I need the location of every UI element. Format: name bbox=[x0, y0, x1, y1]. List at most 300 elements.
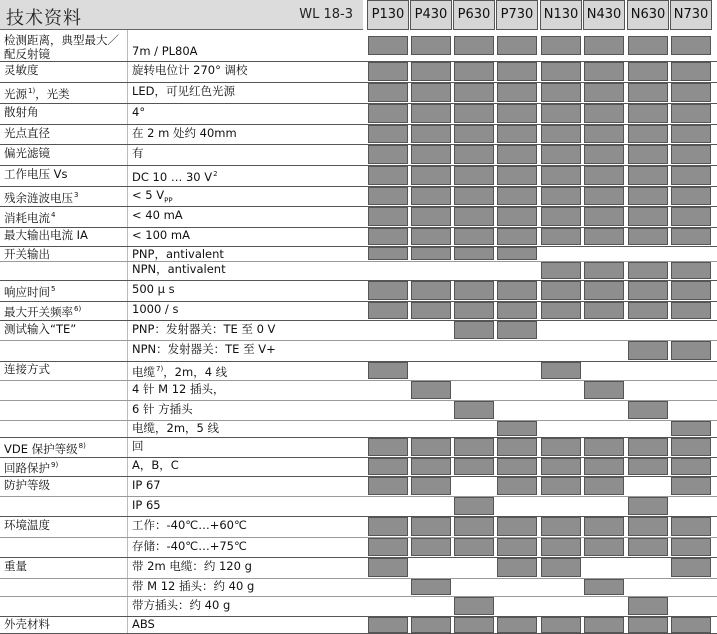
applicable-cell-p730 bbox=[497, 228, 537, 245]
spec-label-text: 最大开关频率 bbox=[4, 304, 73, 319]
footnote-mark: 3 bbox=[74, 190, 79, 199]
applicable-cell-n630 bbox=[628, 401, 668, 419]
row-divider bbox=[0, 246, 717, 247]
applicable-cell-p730 bbox=[497, 125, 537, 143]
spec-value bbox=[132, 283, 175, 296]
spec-value bbox=[132, 303, 178, 316]
spec-value bbox=[132, 580, 254, 593]
applicable-cell-n630 bbox=[628, 617, 668, 633]
spec-label bbox=[4, 459, 58, 475]
applicable-cell-n430 bbox=[584, 36, 624, 55]
applicable-cell-n430 bbox=[584, 477, 624, 495]
applicable-cell-n630 bbox=[628, 517, 668, 536]
spec-label bbox=[4, 33, 126, 61]
applicable-cell-n130 bbox=[541, 187, 581, 205]
applicable-cell-p630 bbox=[454, 497, 494, 515]
spec-value-suffix: ，2m，4 线 bbox=[163, 364, 228, 379]
spec-value-text: 6 针 方插头 bbox=[132, 401, 193, 416]
spec-label-text: 外壳材料 bbox=[4, 617, 50, 631]
applicable-cell-p630 bbox=[454, 166, 494, 185]
applicable-cell-n430 bbox=[584, 381, 624, 399]
applicable-cell-n430 bbox=[584, 125, 624, 143]
applicable-cell-p730 bbox=[497, 207, 537, 226]
applicable-cell-p730 bbox=[497, 421, 537, 436]
spec-value bbox=[132, 459, 179, 472]
applicable-cell-p430 bbox=[411, 187, 451, 205]
applicable-cell-n630 bbox=[628, 281, 668, 300]
spec-value-text: A，B，C bbox=[132, 458, 179, 472]
spec-label-text: VDE 保护等级 bbox=[4, 441, 78, 456]
applicable-cell-n430 bbox=[584, 104, 624, 123]
applicable-cell-n430 bbox=[584, 617, 624, 633]
applicable-cell-n730 bbox=[671, 302, 711, 319]
applicable-cell-n730 bbox=[671, 281, 711, 300]
applicable-cell-p630 bbox=[454, 458, 494, 475]
applicable-cell-n130 bbox=[541, 262, 581, 279]
applicable-cell-p430 bbox=[411, 477, 451, 495]
applicable-cell-p430 bbox=[411, 517, 451, 536]
applicable-cell-n130 bbox=[541, 438, 581, 456]
spec-value bbox=[132, 147, 144, 160]
spec-value bbox=[132, 209, 183, 222]
row-divider bbox=[0, 557, 717, 558]
footnote-mark: 8) bbox=[78, 441, 86, 450]
spec-value bbox=[132, 599, 230, 612]
spec-value bbox=[132, 127, 237, 140]
column-header-p130: P130 bbox=[367, 0, 409, 30]
applicable-cell-p630 bbox=[454, 145, 494, 164]
spec-label-text: 响应时间 bbox=[4, 284, 50, 299]
spec-label-suffix: ，光类 bbox=[35, 86, 70, 101]
spec-value-text: LED，可见红色光源 bbox=[132, 84, 236, 98]
applicable-cell-n730 bbox=[671, 421, 711, 436]
applicable-cell-n630 bbox=[628, 104, 668, 123]
footnote-mark: 7) bbox=[156, 365, 164, 373]
applicable-cell-p430 bbox=[411, 579, 451, 595]
row-divider bbox=[0, 400, 717, 401]
applicable-cell-p730 bbox=[497, 145, 537, 164]
applicable-cell-n730 bbox=[671, 477, 711, 495]
applicable-cell-p630 bbox=[454, 36, 494, 55]
applicable-cell-p730 bbox=[497, 321, 537, 339]
spec-value bbox=[132, 422, 219, 435]
applicable-cell-n130 bbox=[541, 62, 581, 81]
spec-value-text: < 40 mA bbox=[132, 208, 183, 222]
applicable-cell-p430 bbox=[411, 228, 451, 245]
spec-label bbox=[4, 323, 76, 336]
applicable-cell-p130 bbox=[368, 187, 408, 205]
applicable-cell-p430 bbox=[411, 281, 451, 300]
applicable-cell-p130 bbox=[368, 302, 408, 319]
spec-value-text: PNP：发射器关：TE 至 0 V bbox=[132, 321, 276, 336]
footnote-mark: 5 bbox=[51, 285, 56, 293]
applicable-cell-p430 bbox=[411, 302, 451, 319]
applicable-cell-n130 bbox=[541, 145, 581, 164]
applicable-cell-p130 bbox=[368, 62, 408, 81]
spec-value-text: ABS bbox=[132, 617, 155, 631]
spec-label bbox=[4, 560, 27, 573]
applicable-cell-p730 bbox=[497, 517, 537, 536]
applicable-cell-n430 bbox=[584, 145, 624, 164]
spec-value-text: 4 针 M 12 插头， bbox=[132, 381, 225, 396]
spec-value-text: 500 μ s bbox=[132, 282, 175, 296]
spec-label bbox=[4, 363, 50, 376]
applicable-cell-p630 bbox=[454, 104, 494, 123]
spec-value-text: PNP，antivalent bbox=[132, 247, 224, 261]
applicable-cell-p730 bbox=[497, 538, 537, 556]
unit-subscript: PP bbox=[164, 195, 173, 204]
applicable-cell-p630 bbox=[454, 617, 494, 633]
spec-value-text: 工作：-40℃…+60℃ bbox=[132, 518, 247, 532]
applicable-cell-p130 bbox=[368, 228, 408, 245]
applicable-cell-p730 bbox=[497, 36, 537, 55]
applicable-cell-p730 bbox=[497, 438, 537, 456]
applicable-cell-n730 bbox=[671, 62, 711, 81]
spec-value bbox=[132, 479, 161, 492]
applicable-cell-p630 bbox=[454, 281, 494, 300]
applicable-cell-p630 bbox=[454, 538, 494, 556]
applicable-cell-p130 bbox=[368, 145, 408, 164]
spec-label bbox=[4, 127, 50, 140]
spec-label-text: 偏光滤镜 bbox=[4, 146, 50, 160]
applicable-cell-p130 bbox=[368, 207, 408, 226]
applicable-cell-p630 bbox=[454, 207, 494, 226]
spec-value bbox=[132, 383, 225, 396]
spec-label-text: 防护等级 bbox=[4, 477, 50, 492]
spec-label bbox=[4, 106, 39, 119]
spec-value bbox=[132, 263, 226, 276]
spec-label bbox=[4, 283, 55, 299]
spec-label-text: 环境温度 bbox=[4, 518, 50, 532]
applicable-cell-p630 bbox=[454, 401, 494, 419]
applicable-cell-p430 bbox=[411, 166, 451, 185]
applicable-cell-p630 bbox=[454, 228, 494, 245]
spec-value-text: 有 bbox=[132, 146, 144, 160]
footnote-mark: 6) bbox=[74, 305, 82, 313]
row-divider bbox=[0, 320, 717, 321]
applicable-cell-n130 bbox=[541, 362, 581, 379]
spec-value-text: 在 2 m 处约 40mm bbox=[132, 125, 237, 140]
spec-value bbox=[132, 499, 161, 512]
applicable-cell-n630 bbox=[628, 166, 668, 185]
spec-value-text: 电缆 bbox=[132, 364, 155, 379]
spec-value bbox=[132, 363, 227, 379]
applicable-cell-p730 bbox=[497, 247, 537, 260]
row-divider bbox=[0, 340, 717, 341]
spec-value bbox=[132, 189, 173, 207]
spec-label bbox=[4, 229, 88, 242]
spec-value-text: 带 M 12 插头：约 40 g bbox=[132, 579, 255, 593]
applicable-cell-n430 bbox=[584, 187, 624, 205]
spec-value bbox=[132, 64, 248, 77]
spec-value bbox=[132, 403, 193, 416]
applicable-cell-n730 bbox=[671, 517, 711, 536]
applicable-cell-p430 bbox=[411, 247, 451, 260]
row-divider bbox=[0, 361, 717, 362]
applicable-cell-n730 bbox=[671, 145, 711, 164]
applicable-cell-p730 bbox=[497, 166, 537, 185]
applicable-cell-n430 bbox=[584, 83, 624, 102]
applicable-cell-p430 bbox=[411, 62, 451, 81]
applicable-cell-n730 bbox=[671, 83, 711, 102]
spec-label bbox=[4, 248, 50, 261]
applicable-cell-p130 bbox=[368, 362, 408, 379]
applicable-cell-p430 bbox=[411, 458, 451, 475]
applicable-cell-p130 bbox=[368, 36, 408, 55]
applicable-cell-p630 bbox=[454, 125, 494, 143]
applicable-cell-p130 bbox=[368, 125, 408, 143]
spec-label-text: 工作电压 Vs bbox=[4, 167, 68, 181]
applicable-cell-n630 bbox=[628, 538, 668, 556]
applicable-cell-n730 bbox=[671, 104, 711, 123]
applicable-cell-p430 bbox=[411, 617, 451, 633]
spec-value-text: 存储：-40℃…+75℃ bbox=[132, 538, 247, 553]
applicable-cell-p130 bbox=[368, 104, 408, 123]
applicable-cell-p430 bbox=[411, 83, 451, 102]
applicable-cell-n130 bbox=[541, 558, 581, 577]
spec-label bbox=[4, 85, 70, 101]
applicable-cell-p730 bbox=[497, 617, 537, 633]
spec-label bbox=[4, 147, 50, 160]
spec-label-text: 消耗电流 bbox=[4, 210, 50, 225]
applicable-cell-p130 bbox=[368, 83, 408, 102]
footnote-mark: 1) bbox=[28, 87, 36, 95]
spec-label-text: 连接方式 bbox=[4, 362, 50, 376]
applicable-cell-p130 bbox=[368, 458, 408, 475]
applicable-cell-n130 bbox=[541, 477, 581, 495]
applicable-cell-n130 bbox=[541, 228, 581, 245]
spec-value bbox=[132, 45, 198, 58]
applicable-cell-n730 bbox=[671, 262, 711, 279]
spec-label-text: 灵敏度 bbox=[4, 63, 39, 77]
applicable-cell-n630 bbox=[628, 438, 668, 456]
applicable-cell-p130 bbox=[368, 166, 408, 185]
page-title: 技术资料 bbox=[6, 8, 82, 29]
spec-label-text: 回路保护 bbox=[4, 460, 50, 475]
applicable-cell-n130 bbox=[541, 617, 581, 633]
spec-label bbox=[4, 209, 55, 225]
applicable-cell-n630 bbox=[628, 228, 668, 245]
applicable-cell-p430 bbox=[411, 145, 451, 164]
applicable-cell-n630 bbox=[628, 62, 668, 81]
applicable-cell-p430 bbox=[411, 381, 451, 399]
applicable-cell-n730 bbox=[671, 36, 711, 55]
applicable-cell-p630 bbox=[454, 321, 494, 339]
spec-label bbox=[4, 618, 50, 631]
applicable-cell-p130 bbox=[368, 558, 408, 577]
applicable-cell-n730 bbox=[671, 558, 711, 577]
applicable-cell-n430 bbox=[584, 228, 624, 245]
spec-value bbox=[132, 540, 247, 553]
applicable-cell-n130 bbox=[541, 104, 581, 123]
applicable-cell-n130 bbox=[541, 83, 581, 102]
spec-label-text: 检测距离，典型最大／配反射镜 bbox=[4, 33, 119, 61]
applicable-cell-p630 bbox=[454, 62, 494, 81]
spec-value-text: IP 67 bbox=[132, 477, 161, 492]
applicable-cell-p730 bbox=[497, 62, 537, 81]
applicable-cell-n130 bbox=[541, 207, 581, 226]
applicable-cell-p430 bbox=[411, 538, 451, 556]
spec-value bbox=[132, 440, 144, 453]
spec-label-text: 最大输出电流 IA bbox=[4, 228, 88, 242]
applicable-cell-n730 bbox=[671, 538, 711, 556]
spec-label-text: 重量 bbox=[4, 559, 27, 573]
applicable-cell-n630 bbox=[628, 341, 668, 360]
applicable-cell-p130 bbox=[368, 517, 408, 536]
applicable-cell-p130 bbox=[368, 438, 408, 456]
applicable-cell-p630 bbox=[454, 187, 494, 205]
spec-label-text: 散射角 bbox=[4, 105, 39, 119]
applicable-cell-n630 bbox=[628, 36, 668, 55]
spec-value-text: < 5 V bbox=[132, 187, 165, 202]
applicable-cell-p630 bbox=[454, 302, 494, 319]
applicable-cell-n130 bbox=[541, 36, 581, 55]
applicable-cell-n630 bbox=[628, 497, 668, 515]
applicable-cell-p730 bbox=[497, 104, 537, 123]
applicable-cell-n130 bbox=[541, 166, 581, 185]
applicable-cell-n730 bbox=[671, 166, 711, 185]
applicable-cell-p630 bbox=[454, 438, 494, 456]
spec-value-text: 4° bbox=[132, 105, 146, 119]
applicable-cell-n630 bbox=[628, 262, 668, 279]
applicable-cell-p730 bbox=[497, 281, 537, 300]
applicable-cell-n430 bbox=[584, 262, 624, 279]
footnote-mark: 4 bbox=[51, 211, 56, 219]
column-header-p730: P730 bbox=[496, 0, 538, 30]
spec-label bbox=[4, 519, 50, 532]
applicable-cell-n630 bbox=[628, 458, 668, 475]
applicable-cell-n130 bbox=[541, 517, 581, 536]
spec-value-text: NPN：发射器关：TE 至 V+ bbox=[132, 342, 276, 356]
spec-label-text: 光点直径 bbox=[4, 125, 50, 140]
spec-value-text: 带方插头：约 40 g bbox=[132, 597, 231, 612]
applicable-cell-p430 bbox=[411, 438, 451, 456]
row-divider bbox=[0, 596, 717, 597]
applicable-cell-p130 bbox=[368, 477, 408, 495]
applicable-cell-n430 bbox=[584, 281, 624, 300]
spec-value bbox=[132, 519, 247, 532]
applicable-cell-p630 bbox=[454, 517, 494, 536]
spec-value bbox=[132, 323, 275, 336]
applicable-cell-n630 bbox=[628, 597, 668, 615]
spec-value bbox=[132, 343, 276, 356]
column-header-p430: P430 bbox=[410, 0, 452, 30]
spec-value-text: 7m / PL80A bbox=[132, 44, 198, 58]
spec-value-text: 带 2m 电缆：约 120 g bbox=[132, 559, 252, 573]
applicable-cell-n130 bbox=[541, 302, 581, 319]
applicable-cell-n130 bbox=[541, 125, 581, 143]
applicable-cell-n430 bbox=[584, 166, 624, 185]
footnote-mark: 9) bbox=[51, 461, 59, 469]
spec-value-text: 电缆，2m，5 线 bbox=[132, 421, 219, 435]
applicable-cell-n430 bbox=[584, 517, 624, 536]
column-header-n130: N130 bbox=[540, 0, 582, 30]
applicable-cell-n630 bbox=[628, 302, 668, 319]
label-divider bbox=[127, 30, 128, 634]
column-header-p630: P630 bbox=[453, 0, 495, 30]
applicable-cell-n630 bbox=[628, 125, 668, 143]
applicable-cell-p430 bbox=[411, 125, 451, 143]
applicable-cell-p730 bbox=[497, 83, 537, 102]
spec-value-text: DC 10 … 30 V bbox=[132, 169, 213, 184]
applicable-cell-p130 bbox=[368, 617, 408, 633]
spec-label bbox=[4, 479, 50, 492]
applicable-cell-p730 bbox=[497, 477, 537, 495]
applicable-cell-n130 bbox=[541, 281, 581, 300]
applicable-cell-n730 bbox=[671, 438, 711, 456]
applicable-cell-p730 bbox=[497, 558, 537, 577]
spec-value-text: 旋转电位计 270° 调校 bbox=[132, 63, 248, 77]
spec-label-text: 光源 bbox=[4, 86, 27, 101]
applicable-cell-n430 bbox=[584, 458, 624, 475]
model-name: WL 18-3 bbox=[299, 7, 353, 22]
row-divider bbox=[0, 420, 717, 421]
spec-value-text: 1000 / s bbox=[132, 302, 179, 316]
spec-label-text: 测试输入“TE” bbox=[4, 321, 77, 336]
column-header-n730: N730 bbox=[670, 0, 712, 30]
applicable-cell-n730 bbox=[671, 458, 711, 475]
spec-value-text: < 100 mA bbox=[132, 228, 190, 242]
applicable-cell-p430 bbox=[411, 104, 451, 123]
spec-label-text: 残余涟波电压 bbox=[4, 190, 73, 205]
applicable-cell-n430 bbox=[584, 62, 624, 81]
spec-label bbox=[4, 303, 81, 319]
spec-value bbox=[132, 168, 218, 184]
applicable-cell-p730 bbox=[497, 187, 537, 205]
applicable-cell-p630 bbox=[454, 83, 494, 102]
applicable-cell-n130 bbox=[541, 458, 581, 475]
applicable-cell-n730 bbox=[671, 207, 711, 226]
applicable-cell-n430 bbox=[584, 538, 624, 556]
applicable-cell-n730 bbox=[671, 617, 711, 633]
applicable-cell-n630 bbox=[628, 187, 668, 205]
applicable-cell-p130 bbox=[368, 538, 408, 556]
spec-label bbox=[4, 168, 68, 181]
applicable-cell-n430 bbox=[584, 438, 624, 456]
applicable-cell-n130 bbox=[541, 538, 581, 556]
applicable-cell-p730 bbox=[497, 302, 537, 319]
applicable-cell-p130 bbox=[368, 247, 408, 260]
applicable-cell-p630 bbox=[454, 597, 494, 615]
applicable-cell-p430 bbox=[411, 36, 451, 55]
column-header-n430: N430 bbox=[583, 0, 625, 30]
applicable-cell-p130 bbox=[368, 281, 408, 300]
spec-value bbox=[132, 106, 145, 119]
spec-label bbox=[4, 189, 78, 205]
applicable-cell-n630 bbox=[628, 207, 668, 226]
applicable-cell-p730 bbox=[497, 458, 537, 475]
spec-value bbox=[132, 248, 224, 261]
spec-value bbox=[132, 618, 155, 631]
spec-value-text: IP 65 bbox=[132, 497, 161, 512]
spec-value bbox=[132, 560, 252, 573]
applicable-cell-n730 bbox=[671, 125, 711, 143]
title-bar bbox=[0, 0, 363, 30]
column-header-n630: N630 bbox=[627, 0, 669, 30]
spec-value bbox=[132, 85, 235, 98]
footnote-mark: 2 bbox=[213, 170, 218, 178]
spec-value-text: NPN，antivalent bbox=[132, 262, 226, 276]
applicable-cell-n630 bbox=[628, 145, 668, 164]
row-divider bbox=[0, 496, 717, 497]
spec-label bbox=[4, 64, 39, 77]
spec-label-text: 开关输出 bbox=[4, 247, 50, 261]
spec-value bbox=[132, 229, 190, 242]
applicable-cell-n430 bbox=[584, 302, 624, 319]
applicable-cell-n730 bbox=[671, 228, 711, 245]
applicable-cell-p630 bbox=[454, 247, 494, 260]
applicable-cell-n430 bbox=[584, 579, 624, 595]
